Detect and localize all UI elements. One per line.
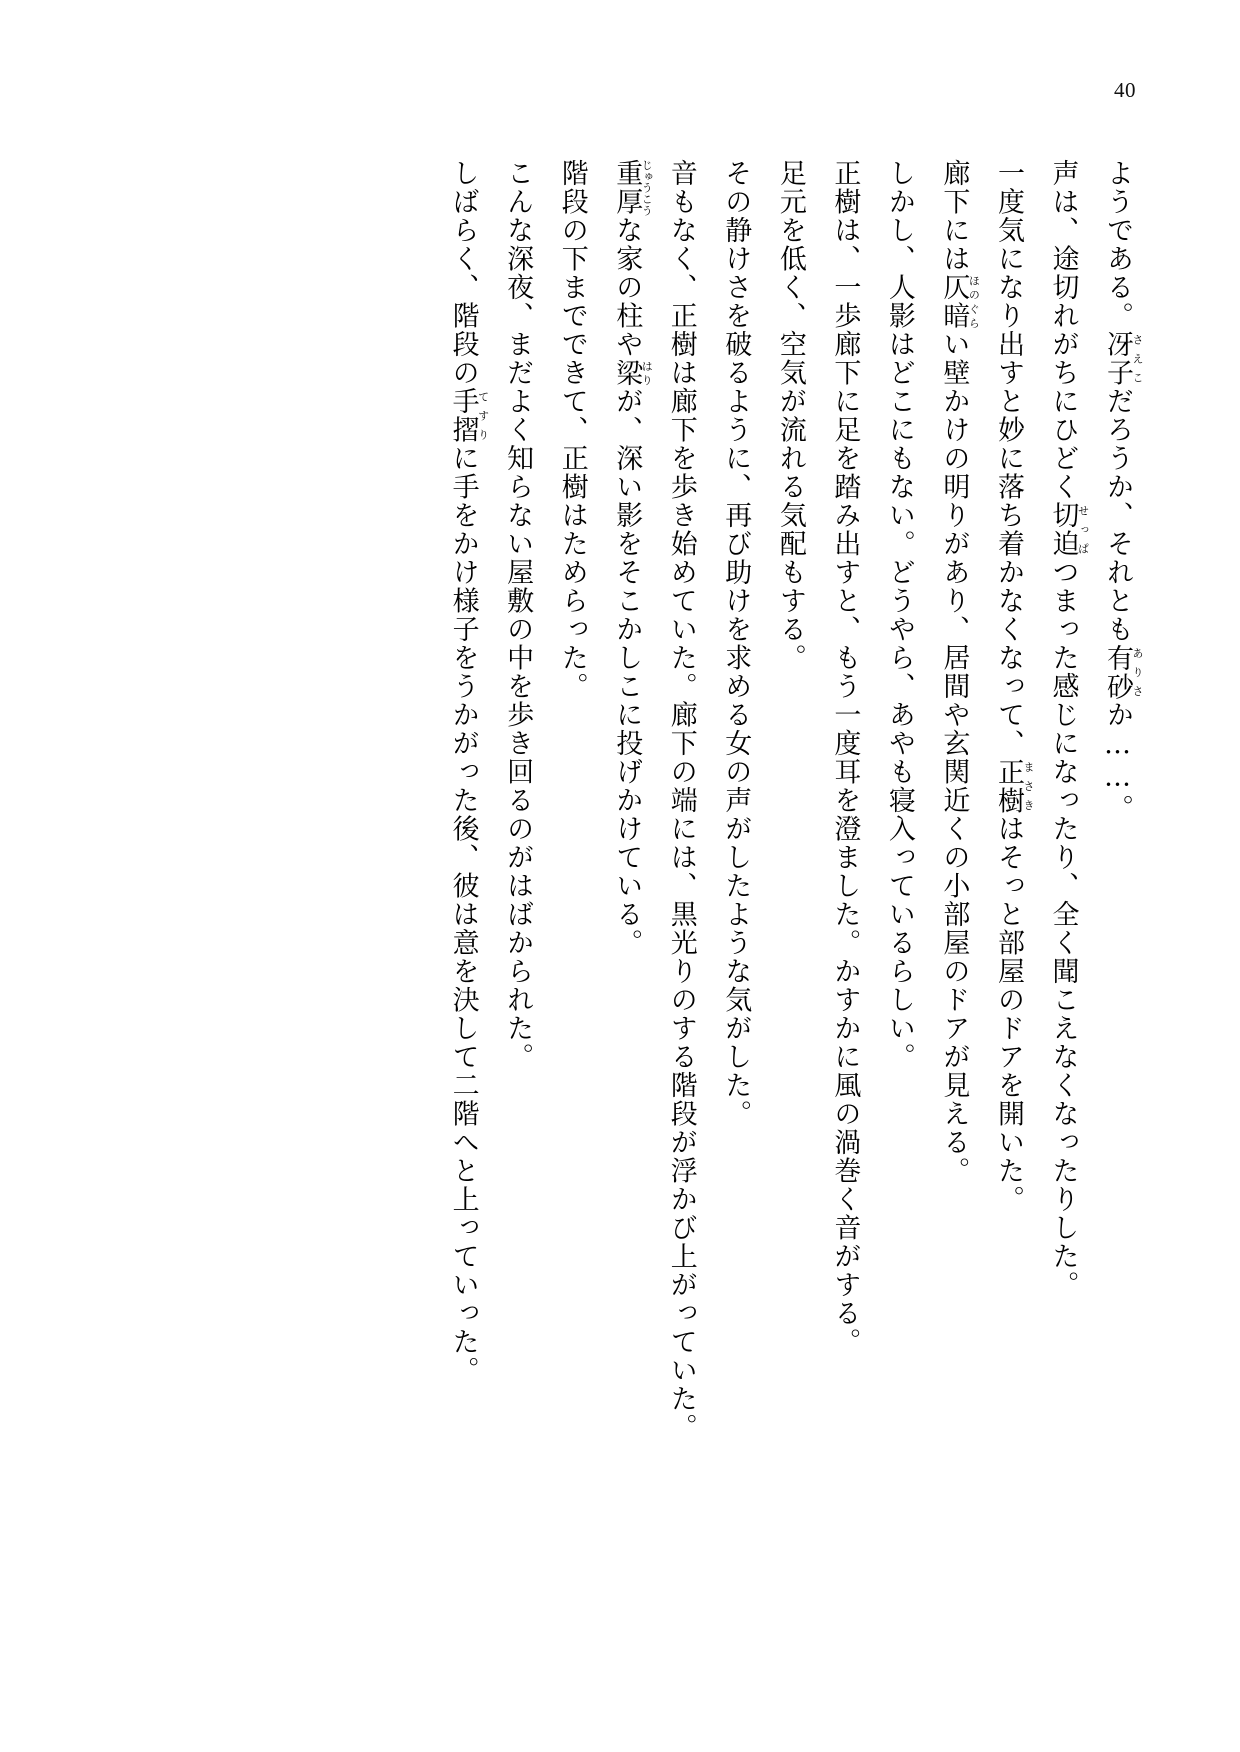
ruby-juukou bbox=[611, 159, 654, 216]
paragraph bbox=[762, 132, 817, 1612]
ruby-reading: まさき bbox=[1021, 757, 1035, 815]
text-run: 正樹は、一歩廊下に足を踏み出すと、もう一度耳を澄ました。かすかに風の渦巻く音がする。 bbox=[829, 159, 861, 1356]
body-text bbox=[116, 132, 1144, 1612]
text-run: に手をかけ様子をうかがった後、彼は意を決して二階へと上って bbox=[447, 444, 479, 1271]
ruby-tesuri bbox=[447, 387, 490, 444]
ruby-reading: てすり bbox=[476, 387, 490, 444]
text-run: しかし、人影はどこにもない。どうやら、あやも寝入っているらしい。 bbox=[883, 159, 915, 1071]
paragraph bbox=[653, 132, 708, 1612]
ruby-base: 切迫 bbox=[1047, 501, 1079, 558]
paragraph bbox=[1035, 132, 1090, 1612]
ruby-reading: せっぱ bbox=[1076, 501, 1090, 558]
ruby-base: 梁 bbox=[611, 358, 643, 387]
text-run: 音もなく、正樹は廊下を歩き始めていた。廊下の端には、黒光りの bbox=[665, 159, 697, 1014]
text-run: 廊下には bbox=[938, 159, 970, 273]
paragraph bbox=[926, 132, 981, 1612]
ruby-base: 冴子 bbox=[1102, 330, 1133, 387]
ruby-honogura bbox=[938, 273, 981, 330]
text-run: はそっと部屋のドアを開いた。 bbox=[992, 814, 1024, 1214]
text-run: が、深い影をそこかしこに投げかけている。 bbox=[611, 387, 643, 957]
paragraph bbox=[1089, 132, 1144, 1612]
text-run: 足元を低く、空気が流れる気配もする。 bbox=[774, 159, 806, 672]
text-run: な家の柱や bbox=[611, 216, 643, 359]
text-run: か……。 bbox=[1102, 700, 1133, 823]
paragraph bbox=[871, 132, 926, 1612]
ruby-base: 重厚 bbox=[611, 159, 643, 216]
paragraph bbox=[435, 132, 490, 1612]
ruby-arisa bbox=[1102, 643, 1144, 701]
ruby-saeko bbox=[1102, 330, 1144, 387]
paragraph bbox=[817, 132, 872, 1612]
ruby-reading: じゅうこう bbox=[640, 159, 654, 216]
ruby-hari bbox=[611, 358, 654, 388]
text-run: その静けさを破るように、再び助けを求める女の声がしたような気がした。 bbox=[720, 159, 752, 1128]
ruby-base: 仄暗 bbox=[938, 273, 970, 330]
text-run: こんな深夜、まだよく知らない屋敷の中を歩き回るのがはばかられた。 bbox=[502, 159, 534, 1071]
page-number: 40 bbox=[1114, 78, 1136, 102]
ruby-reading: さえこ bbox=[1131, 330, 1144, 387]
text-run: 一度気になり出すと妙に落ち着かなくなって、 bbox=[992, 159, 1024, 758]
text-run: しばらく、階段の bbox=[447, 159, 479, 387]
ruby-seppa bbox=[1047, 501, 1090, 558]
paragraph bbox=[980, 132, 1035, 1612]
text-run: い壁かけの明りがあり、居間や玄関近くの小部屋のドアが見える。 bbox=[938, 330, 970, 1185]
text-run: 声は、途切れがちにひどく bbox=[1047, 159, 1079, 501]
paragraph bbox=[708, 132, 763, 1612]
text-run: する階段が浮かび上がっていた。 bbox=[665, 1014, 697, 1442]
ruby-masaki bbox=[992, 757, 1035, 815]
paragraph bbox=[490, 132, 545, 1612]
text-run: 階段の下までできて、正樹はためらった。 bbox=[556, 159, 588, 701]
paragraph bbox=[544, 132, 599, 1612]
ruby-base: 正樹 bbox=[992, 757, 1024, 815]
ruby-base: 有砂 bbox=[1102, 643, 1133, 701]
ruby-base: 手摺 bbox=[447, 387, 479, 444]
text-run: だろうか、それとも bbox=[1102, 387, 1133, 644]
text-run: いった。 bbox=[447, 1270, 479, 1385]
ruby-reading: はり bbox=[640, 358, 654, 387]
text-run: ようである。 bbox=[1102, 159, 1133, 330]
text-run: つまった感じになったり、全く聞こえなくなったりした。 bbox=[1047, 558, 1079, 1299]
ruby-reading: ほのぐら bbox=[967, 273, 981, 330]
ruby-reading: ありさ bbox=[1131, 643, 1144, 701]
paragraph bbox=[599, 132, 654, 1612]
